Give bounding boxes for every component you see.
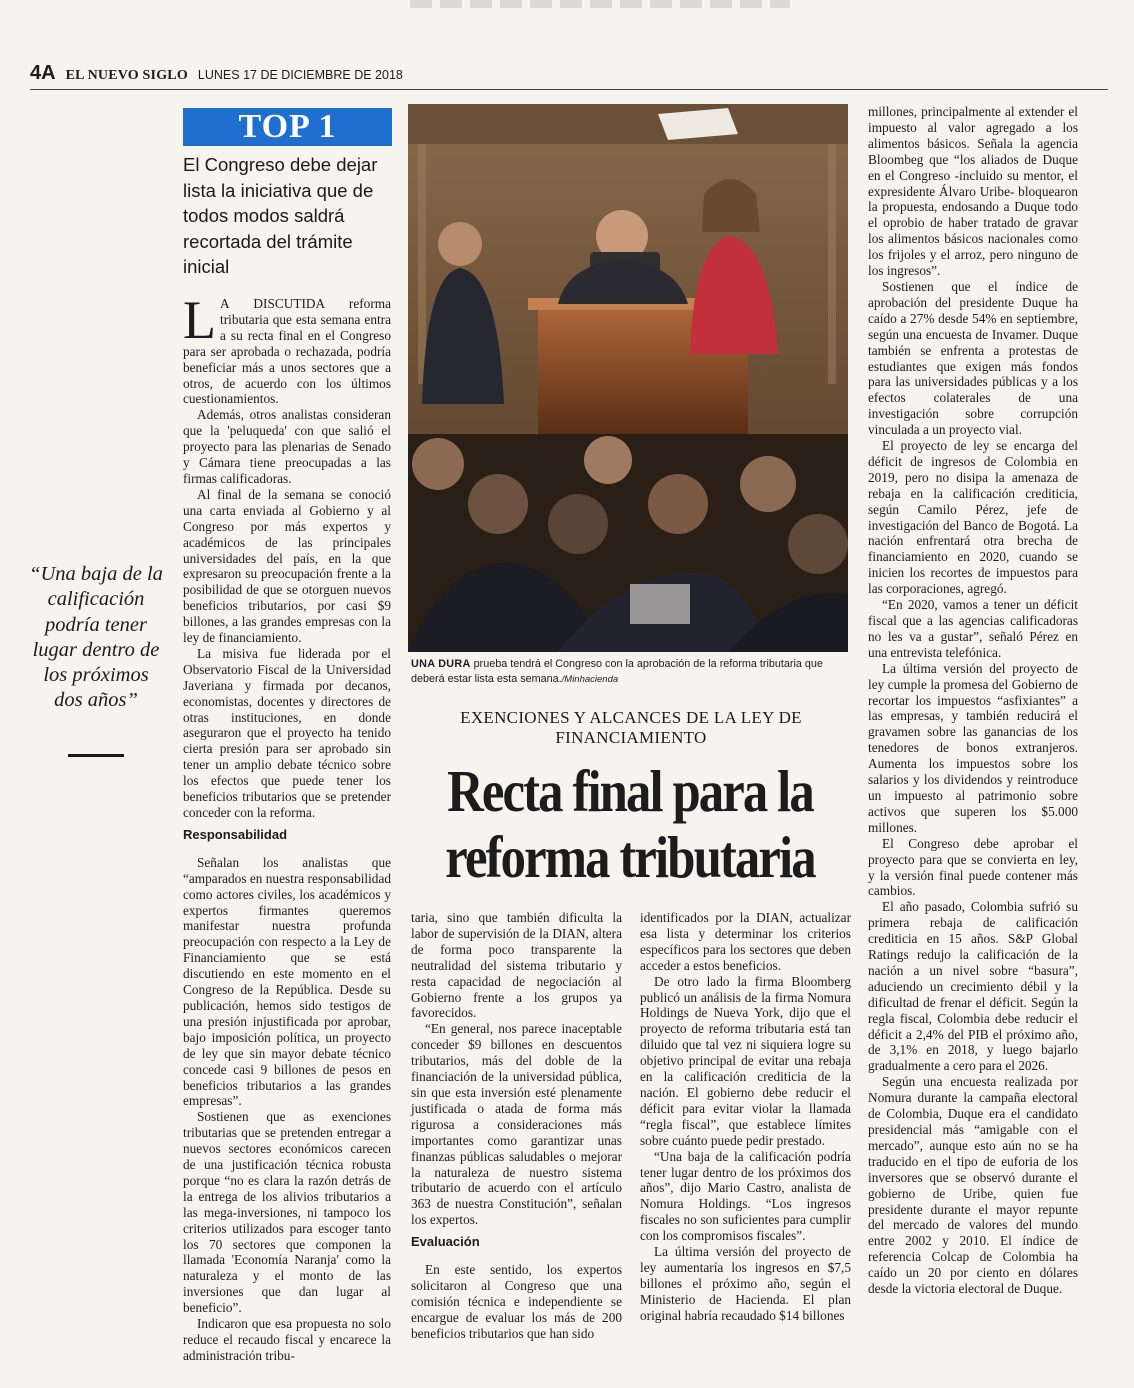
lead-text: reforma tributaria que esta semana entra a su recta final en el Congreso para ser aprobada o rechazada, podría beneficiar más a unos sectores que a otros, de acuerdo con los últimos cuestionamientos. [183,296,391,407]
photo-caption [411,657,851,687]
article-dek: El Congreso debe dejar lista la iniciativa que de todos modos saldrá recortada del trámite inicial [183,154,378,277]
paragraph: Indicaron que esa propuesta no solo reduce el recaudo fiscal y encarece la administración tribu- [183,1316,391,1363]
article-headline: Recta final para la reforma tributaria [445,758,815,890]
paragraph: La última versión del proyecto de ley aumentaría los ingresos en $7,5 billones el próximo año, según el Ministerio de Hacienda. El plan original habría recaudado $14 billones [640,1244,851,1323]
folio-rule [30,89,1108,90]
paragraph: Sostienen que as exenciones tributarias que se pretenden entregar a nuevos sectores económicos carecen de una justificación técnica robusta porque “no es clara la razón detrás de la entrega de los alivios tributarios a las mega-inversiones, ni tampoco los criterios utilizados para escoger tanto los 70 sectores que componen la llamada 'Economía Naranja' como la naturaleza y el monto de las inversiones que dan lugar al beneficio”. [183,1109,391,1316]
paragraph: Sostienen que el índice de aprobación del presidente Duque ha caído a 27% desde 54% en septiembre, según una encuesta de Invamer. Duque también se enfrenta a protestas de estudiantes que exigen más fondos para las universidades públicas y a los efectos colaterales de una investigación sobre corrupción vinculada a un proyecto vial. [868,278,1078,438]
paragraph: “En general, nos parece inaceptable conceder $9 billones en descuentos tributarios, más del doble de la financiación de la universidad pública, sin que esta inversión esté plenamente justificada o atada de forma más rigurosa a consideraciones más importantes como garantizar unas finanzas públicas saludables o mejorar la naturaleza de nuestro sistema tributario de acuerdo con el artículo 363 de nuestra Constitución”, señalan los expertos. [411,1021,622,1228]
paragraph: Según una encuesta realizada por Nomura durante la campaña electoral de Colombia, Duque era el candidato presidencial más “amigable con el mercado”, aunque esto aún no se ha traducido en el tipo de euforia de los inversores que se observó durante el gobierno de Uribe, quien fue presidente durante el mayor repunte del mercado de valores del mundo entre 2002 y 2010. El índice de referencia Colcap de Colombia ha caído un 20 por ciento en dólares desde la victoria electoral de Duque. [868,1074,1078,1297]
paper-name: EL NUEVO SIGLO [65,68,188,83]
paragraph: El proyecto de ley se encarga del déficit de ingresos de Colombia en 2019, pero no disipa la amenaza de rebaja en la calificación crediticia, según Camilo Pérez, jefe de investigación del Banco de Bogotá. La nación enfrentará otra brecha de financiamiento en 2020, cuando se inicien los recortes de impuestos para las corporaciones, agregó. [868,438,1078,597]
paragraph: “Una baja de la calificación podría tener lugar dentro de los próximos dos años”, dijo Mario Castro, analista de Nomura Holdings. “Los ingresos fiscales no son suficientes para cumplir con los compromisos fiscales”. [640,1148,851,1244]
lead-paragraph [183,290,391,407]
paragraph: identificados por la DIAN, actualizar esa lista y determinar los criterios específicos para los sectores que deben acceder a estos beneficios. [640,910,851,973]
photo-illustration [408,104,848,652]
caption-lead: UNA DURA [411,658,471,670]
top1-badge-label: TOP 1 [238,108,337,145]
article-column-2 [411,910,622,1342]
issue-date: LUNES 17 DE DICIEMBRE DE 2018 [197,68,403,82]
paragraph: millones, principalmente al extender el impuesto al valor agregado a los alimentos básicos. Señala la agencia Bloombeg que “los aliados de Duque en el Congreso -incluido su mentor, el expresidente Álvaro Uribe- bloquearon la propuesta, endosando a Duque todo el oprobio de haber tratado de gravar los alimentos básicos nacionales como los frijoles y el arroz, pero ninguno de los ingresos”. [868,104,1078,279]
paragraph: Además, otros analistas consideran que la 'peluqueda' con que salió el proyecto para las plenarias de Senado y Cámara tiene preocupadas a las firmas calificadoras. [183,407,391,486]
folio-line [30,62,403,88]
article-kicker: EXENCIONES Y ALCANCES DE LA LEY DE FINANCIAMIENTO [460,708,802,747]
pull-quote: “Una baja de la calificación podría tener lugar dentro de los próximos dos años” [29,563,163,712]
paragraph: De otro lado la firma Bloomberg publicó un análisis de la firma Nomura Holdings de Nueva York, dijo que el proyecto de reforma tributaria está tan diluido que tal vez ni siquiera logre su objetivo principal de evitar una rebaja en la calificación crediticia de la nación. El gobierno debe reducir el déficit para evitar violar la llamada “regla fiscal”, que establece límites sobre cuánto puede pedir prestado. [640,973,851,1148]
article-column-1 [183,290,391,1364]
caption-text: prueba tendrá el Congreso con la aprobación de la reforma tributaria que deberá estar lista esta semana. [411,658,823,685]
drop-cap: L [183,290,216,350]
paragraph: Señalan los analistas que “amparados en nuestra responsabilidad como actores civiles, los académicos y expertos firmantes queremos manifestar nuestra profunda preocupación con respecto a la Ley de Financiamiento que se está discutiendo en este momento en el Congreso de la República. Desde su publicación, hemos sido testigos de una presión injustificada por aprobar, bajo imposición política, un proyecto de ley que sin mayor debate técnico concede casi 9 billones de pesos en beneficios tributarios a las grandes empresas”. [183,854,391,1109]
paragraph: La última versión del proyecto de ley cumple la promesa del Gobierno de recortar los impuestos “asfixiantes” a las empresas, y también reducirá el gravamen sobre las ganancias de los tenedores de bonos extranjeros. Aumenta los impuestos sobre los salarios y los dividendos y reintroduce un impuesto al patrimonio sobre activos que superen los $5.000 millones. [868,660,1078,835]
paragraph: El año pasado, Colombia sufrió su primera rebaja de calificación crediticia en 15 años. S&P Global Ratings redujo la calificación de la nación a un nivel sobre “basura”, aduciendo un crecimiento débil y la dificultad de frenar el déficit. Según la regla fiscal, Colombia debe reducir el déficit a 2,4% del PIB el próximo año, de 3,1% en 2018, y luego bajarlo gradualmente a cero para el 2026. [868,899,1078,1074]
pull-quote-rule [68,754,124,757]
page-number: 4A [30,62,56,84]
paragraph: Al final de la semana se conoció una carta enviada al Gobierno y al Congreso por más expertos y académicos de las principales universidades del país, en la que expresaron su preocupación frente a la posibilidad de que se otorguen nuevos beneficios tributarios, por casi $9 billones, a las grandes empresas con la ley de financiamiento. [183,486,391,646]
photo-credit: /Minhacienda [561,673,619,685]
lead-caps: A DISCUTIDA [220,296,325,311]
subhead-responsabilidad: Responsabilidad [183,826,288,842]
paragraph: “En 2020, vamos a tener un déficit fiscal que a las agencias calificadoras no les va a gustar”, señaló Pérez en una entrevista telefónica. [868,597,1078,660]
top1-badge [183,108,392,146]
subhead-evaluacion: Evaluación [411,1234,480,1250]
article-column-3 [640,910,851,1324]
paragraph: El Congreso debe aprobar el proyecto para que se convierta en ley, y la versión final puede contener más cambios. [868,835,1078,899]
page-top-strip [30,0,1134,60]
paragraph: En este sentido, los expertos solicitaron al Congreso que una comisión técnica e independiente se encargue de evaluar los más de 200 beneficios tributarios que han sido [411,1262,622,1341]
congress-photo [408,104,848,652]
paragraph: taria, sino que también dificulta la labor de supervisión de la DIAN, altera de forma poco transparente la neutralidad del sistema tributario y resta capacidad de negociación al Gobierno frente a los grupos ya favorecidos. [411,910,622,1021]
article-column-4 [868,104,1078,1297]
paragraph: La misiva fue liderada por el Observatorio Fiscal de la Universidad Javeriana y firmada por decanos, economistas, docentes y directores de otras instituciones, en donde aseguraron que el proyecto ha tenido cierta presión para ser aprobado sin tener un amplio debate técnico sobre los efectos que puede tener los beneficios tributarios que se pretender conceder con la reforma. [183,645,391,820]
